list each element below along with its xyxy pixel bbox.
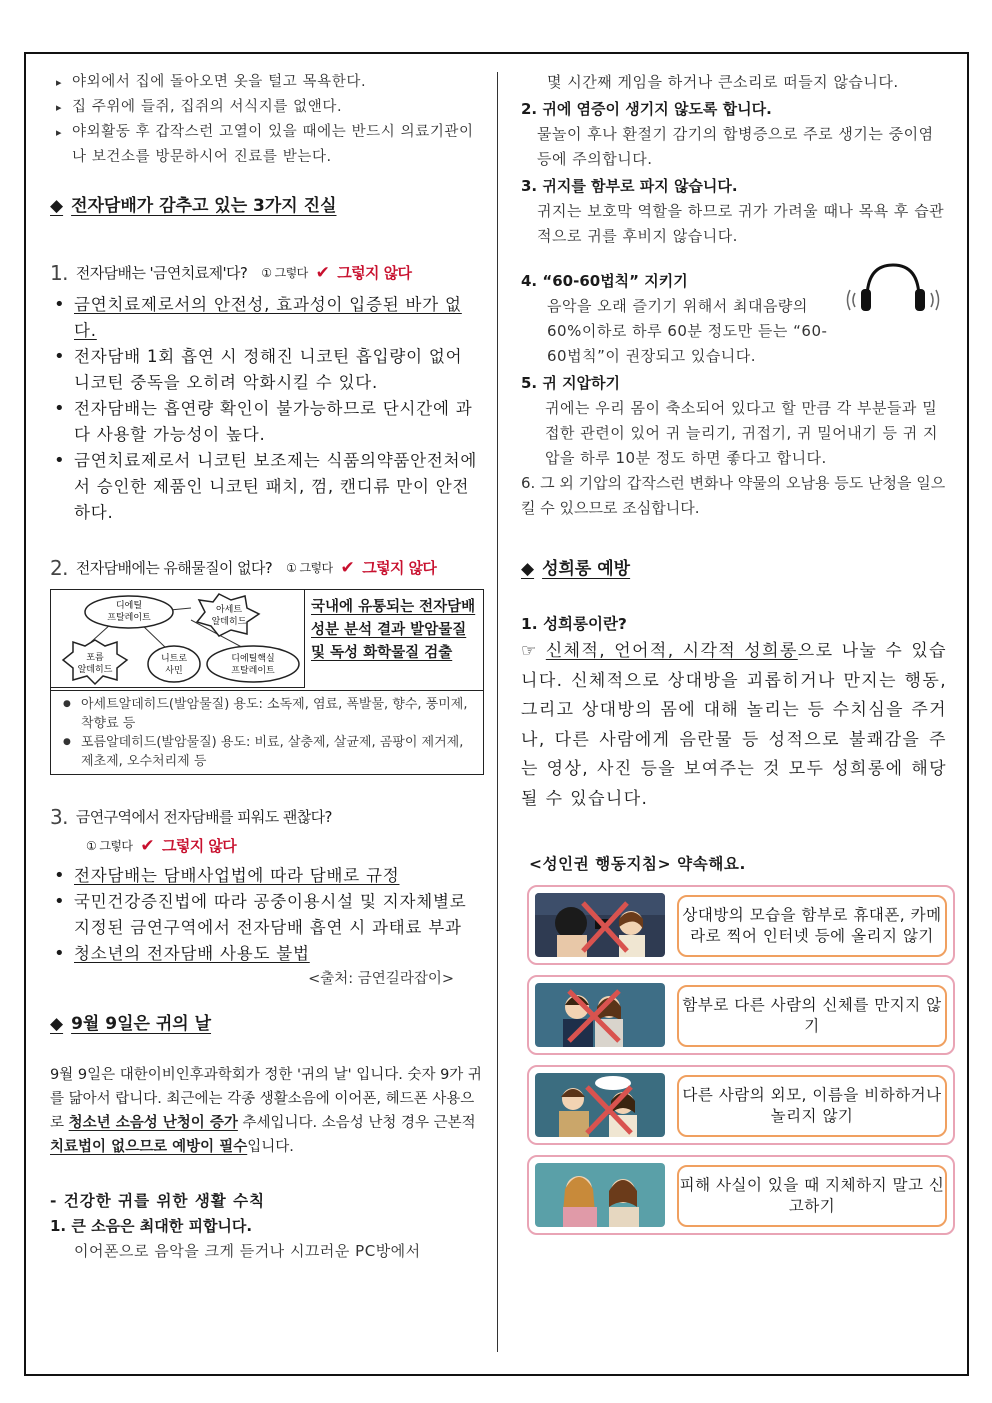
label-phthalate: 프탈레이트 <box>107 613 151 623</box>
diamond-icon: ◆ <box>50 196 64 216</box>
question-3 <box>50 805 482 830</box>
ear-text: 9월 9일은 대한이비인후과학회가 정한 '귀의 날' 입니다. 숫자 9가 귀를 닮아서 랍니다. 최근에는 각종 생활소음에 이어폰, 헤드폰 사용으로 <box>50 1067 482 1131</box>
guide-cards <box>527 885 947 1235</box>
rule-1-text: 이어폰으로 음악을 크게 듣거나 시끄러운 PC방에서 <box>74 1242 421 1260</box>
headphones-icon <box>845 259 941 315</box>
question-2 <box>50 556 482 581</box>
rule-6-text: 6. 그 외 기압의 갑작스런 변화나 약물의 오남용 등도 난청을 일으킬 수 있으므로 조심합니다. <box>521 474 946 517</box>
option-no: 그렇지 않다 <box>337 264 412 282</box>
substances-diagram-svg <box>51 590 305 688</box>
q3-point-text: 청소년의 전자담배 사용도 불법 <box>74 944 310 963</box>
guide-illustration <box>535 1073 665 1137</box>
q1-point <box>50 292 482 344</box>
question-text: 전자담배는 '금연치료제'다? <box>75 264 248 282</box>
ecig-heading-text: 전자담배가 감추고 있는 3가지 진실 <box>71 196 337 216</box>
usage-note: ● 아세트알데히드(발암물질) 용도: 소독제, 염료, 폭발물, 향수, 풍미제, 착향료 등 <box>57 695 477 733</box>
guide-card-text: 상대방의 모습을 함부로 휴대폰, 카메라로 찍어 인터넷 등에 올리지 않기 <box>677 895 947 957</box>
option-yes: ① 그렇다 <box>286 561 333 575</box>
label-acet: 아세트 <box>215 605 243 615</box>
label-nitro: 니트로 <box>160 654 188 664</box>
rule-5-title: 5. 귀 지압하기 <box>521 374 621 392</box>
q3-point: • 국민건강증진법에 따라 공중이용시설 및 지자체별로 지정된 금연구역에서 전자담배 흡연 시 과태료 부과 <box>50 889 482 941</box>
usage-note: ● 포름알데히드(발암물질) 용도: 비료, 살충제, 살균제, 곰팡이 제거제, 제초제, 오수처리제 등 <box>57 733 477 771</box>
ear-text-emphasis: 청소년 소음성 난청이 증가 <box>68 1115 238 1131</box>
right-column <box>521 70 947 1245</box>
guide-title: <성인권 행동지침> 약속해요. <box>529 855 746 873</box>
option-yes: ① 그렇다 <box>261 266 308 280</box>
diamond-icon: ◆ <box>521 559 535 579</box>
question-3-options <box>50 834 482 859</box>
guide-illustration <box>535 893 665 957</box>
photo-illustration <box>535 893 665 957</box>
left-column <box>50 70 482 1264</box>
label-diethyl: 디에틸 <box>115 601 143 611</box>
diamond-icon: ◆ <box>50 1014 64 1034</box>
question-1 <box>50 261 482 286</box>
harassment-heading <box>521 557 947 582</box>
ear-day-heading <box>50 1012 482 1037</box>
q1-point: • 전자담배 1회 흡연 시 정해진 니코틴 흡입량이 없어 니코틴 중독을 오히려 악화시킬 수 있다. <box>50 344 482 396</box>
ecig-heading <box>50 194 482 219</box>
q1-point: • 전자담배는 흡연량 확인이 불가능하므로 단시간에 과다 사용할 가능성이 높다. <box>50 396 482 448</box>
label-formaldehyde: 알데히드 <box>77 665 113 675</box>
harassment-heading-text: 성희롱 예방 <box>542 559 631 579</box>
ear-text: 추세입니다. 소음성 난청 경우 근본적 <box>237 1115 476 1131</box>
guide-illustration <box>535 983 665 1047</box>
checkmark-icon: ✔ <box>140 836 155 856</box>
option-no: 그렇지 않다 <box>162 837 237 855</box>
q1-point: • 금연치료제로서 니코틴 보조제는 식품의약품안전처에서 승인한 제품인 니코틴 패치, 껌, 캔디류 만이 안전하다. <box>50 448 482 526</box>
ear-text: 입니다. <box>247 1139 294 1155</box>
question-text: 금연구역에서 전자담배를 피워도 괜찮다? <box>75 808 332 826</box>
rule-3-text: 귀지는 보호막 역할을 하므로 귀가 가려울 때나 목욕 후 습관적으로 귀를 후비지 않습니다. <box>537 202 945 245</box>
guide-card-text: 다른 사람의 외모, 이름을 비하하거나 놀리지 않기 <box>677 1075 947 1137</box>
label-form: 포름 <box>86 653 104 663</box>
source-note: <출처: 금연길라잡이> <box>308 971 454 987</box>
photo-illustration <box>535 1073 665 1137</box>
guide-illustration <box>535 1163 665 1227</box>
q1-point-text: 금연치료제로서의 안전성, 효과성이 입증된 바가 없다. <box>74 295 462 340</box>
guide-card <box>527 885 955 965</box>
q3-point <box>50 941 482 967</box>
intro-bullet: ▸ 집 주위에 들쥐, 집쥐의 서식지를 없앤다. <box>50 95 482 120</box>
harassment-subheading: 1. 성희롱이란? <box>521 615 627 633</box>
harassment-text: 으로 나눌 수 있습니다. 신체적으로 상대방을 괴롭히거나 만지는 행동, 그리고 상대방의 몸에 대해 놀리는 등 수치심을 주거나, 다른 사람에게 음란물 등 성적으로 불쾌감을 주는 영상, 사진 등을 보여주는 것 모두 성희롱에 해당될 수 있습니다. <box>521 641 947 809</box>
checkmark-icon: ✔ <box>340 558 355 578</box>
guide-card-text: 함부로 다른 사람의 신체를 만지지 않기 <box>677 985 947 1047</box>
rule-3-title: 3. 귀지를 함부로 파지 않습니다. <box>521 177 738 195</box>
guide-card <box>527 1065 955 1145</box>
guide-card-text: 피해 사실이 있을 때 지체하지 말고 신고하기 <box>677 1165 947 1227</box>
harmful-substances-box <box>50 589 484 775</box>
checkmark-icon: ✔ <box>315 263 330 283</box>
option-no: 그렇지 않다 <box>362 559 437 577</box>
rule-1-continued: 몇 시간째 게임을 하거나 큰소리로 떠들지 않습니다. <box>547 73 899 91</box>
analysis-finding <box>311 596 481 665</box>
pointer-icon: ☞ <box>521 641 538 661</box>
option-yes: ① 그렇다 <box>86 839 133 853</box>
rule-4-title: 4. “60-60법칙” 지키기 <box>521 272 688 290</box>
rule-4-text: 음악을 오래 즐기기 위해서 최대음량의 60%이하로 하루 60분 정도만 듣는 “60-60법칙”이 권장되고 있습니다. <box>547 297 828 365</box>
ear-day-heading-text: 9월 9일은 귀의 날 <box>71 1014 212 1034</box>
label-dehp2: 프탈레이트 <box>231 666 275 676</box>
rule-5-text: 귀에는 우리 몸이 축소되어 있다고 할 만큼 각 부분들과 밀접한 관련이 있어 귀 늘리기, 귀접기, 귀 밀어내기 등 귀 지압을 하루 10분 정도 하면 좋다고 합니다. <box>545 399 938 467</box>
q3-point <box>50 863 482 889</box>
question-number: 1. <box>50 261 68 285</box>
harassment-definition <box>521 637 947 814</box>
label-dehp: 디에틸핵실 <box>231 654 275 664</box>
substances-diagram <box>51 590 305 688</box>
guide-card <box>527 975 955 1055</box>
q3-point-text: 전자담배는 담배사업법에 따라 담배로 규정 <box>74 866 400 885</box>
label-aldehyde: 알데히드 <box>211 617 247 627</box>
ear-text-emphasis: 치료법이 없으므로 예방이 필수 <box>50 1139 248 1155</box>
column-divider <box>497 72 498 1352</box>
question-number: 3. <box>50 805 68 829</box>
photo-illustration <box>535 983 665 1047</box>
question-number: 2. <box>50 556 68 580</box>
photo-illustration <box>535 1163 665 1227</box>
usage-notes <box>51 690 483 775</box>
rule-2-text: 물놀이 후나 환절기 감기의 합병증으로 주로 생기는 중이염 등에 주의합니다. <box>537 125 934 168</box>
label-samine: 사민 <box>165 666 183 676</box>
intro-bullet: ▸ 야외활동 후 갑작스런 고열이 있을 때에는 반드시 의료기관이나 보건소를 방문하시어 진료를 받는다. <box>50 120 482 170</box>
rule-4 <box>521 269 947 369</box>
ear-day-paragraph <box>50 1063 482 1159</box>
harassment-types: 신체적, 언어적, 시각적 성희롱 <box>545 641 798 661</box>
rule-2-title: 2. 귀에 염증이 생기지 않도록 합니다. <box>521 100 772 118</box>
question-text: 전자담배에는 유해물질이 없다? <box>75 559 273 577</box>
rules-title: - 건강한 귀를 위한 생활 수칙 <box>50 1192 266 1210</box>
guide-card <box>527 1155 955 1235</box>
analysis-finding-text: 국내에 유통되는 전자담배 성분 분석 결과 발암물질 및 독성 화학물질 검출 <box>311 599 476 661</box>
rule-1-title: 1. 큰 소음은 최대한 피합니다. <box>50 1217 253 1235</box>
intro-bullet: ▸ 야외에서 집에 돌아오면 옷을 털고 목욕한다. <box>50 70 482 95</box>
